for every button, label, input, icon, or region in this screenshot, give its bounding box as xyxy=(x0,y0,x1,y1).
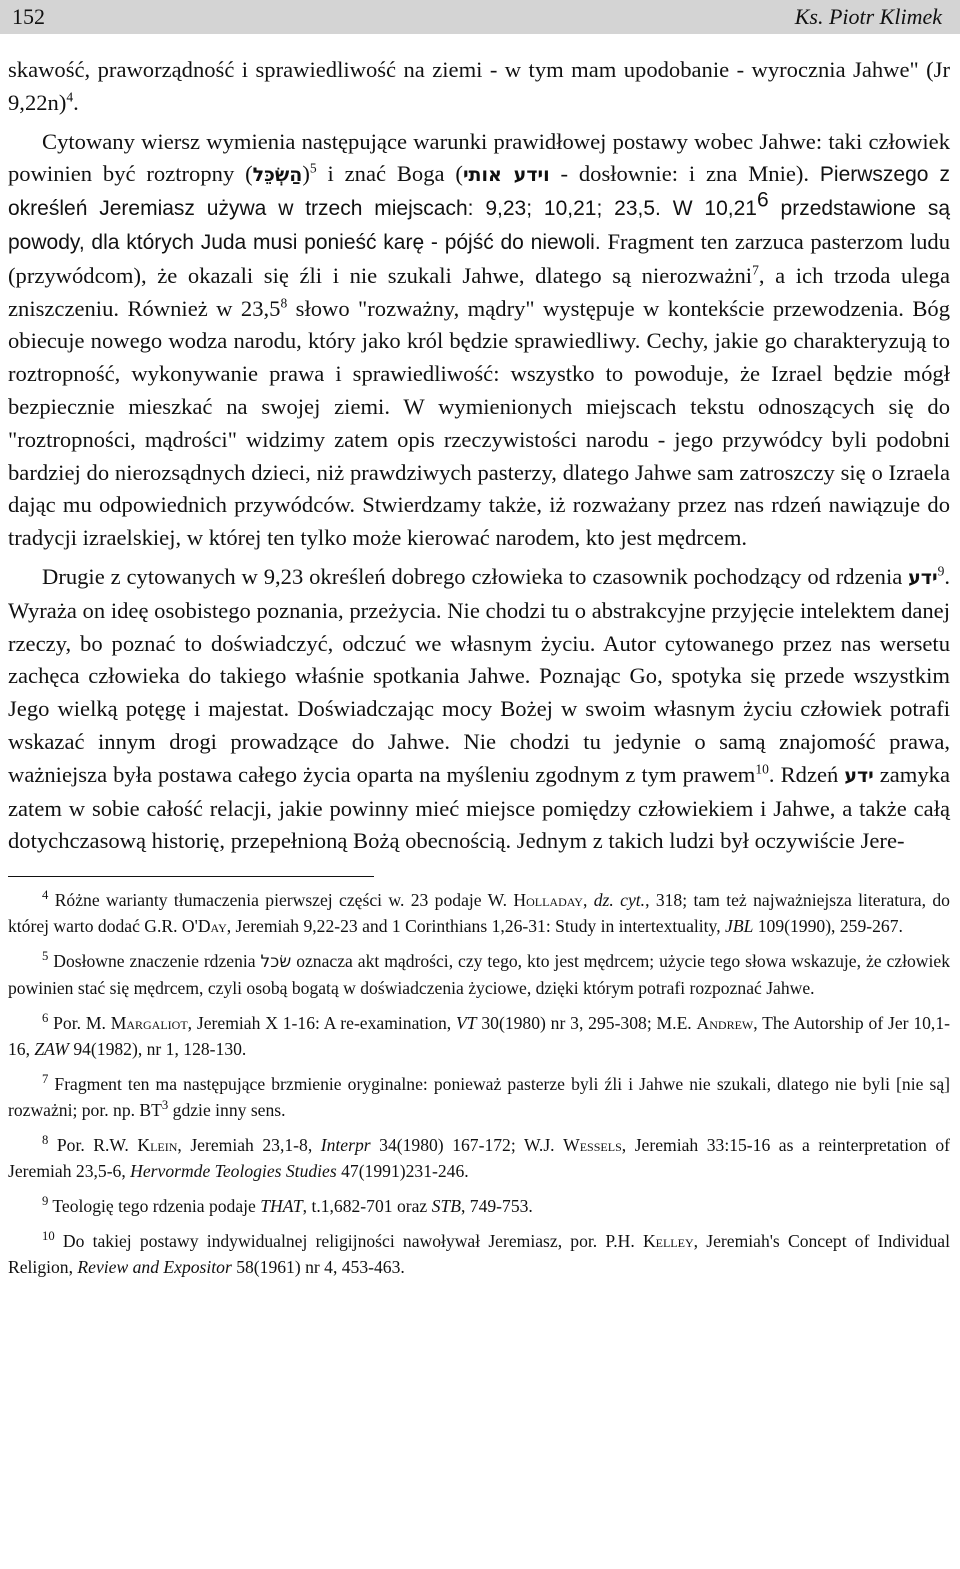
text: , a ich trzoda ulega zniszczeniu. Również w 23,5 xyxy=(8,262,950,321)
author-name: Kelley xyxy=(642,1231,694,1252)
text: słowo "rozważny, mądry" występuje w kontekście przewodzenia. Bóg obiecuje nowego wodza narodu, który jako król będzie sprawiedliwy. Cechy, jakie go charakteryzują to roztropność, wykonywanie prawa i sprawiedliwość: wszystko to powoduje, że Izrael będzie mógł bezpiecznie mieszkać na swojej ziemi. W wymienionych miejscach tekstu odnoszących się do "roztropności, mądrości" widzimy zatem opis rzeczywistości narodu - jego przywódcy byli podobni bardziej do nierozsądnych dzieci, niż prawdziwych pasterzy, dlatego Jahwe sam zatroszczy się o Izraela dając mu odpowiednich przywódców. Stwierdzamy także, iż rozważany przez nas rdzeń nawiązuje do tradycji izraelskiej, w której ten tylko może kierować narodem, kto jest mędrcem. xyxy=(8,295,950,551)
footnote-number: 9 xyxy=(42,1194,49,1209)
footnotes xyxy=(0,877,960,1280)
paragraph-1 xyxy=(8,54,950,120)
journal-title: VT xyxy=(456,1013,477,1034)
superscript: 3 xyxy=(161,1098,169,1113)
footnote-9 xyxy=(8,1193,950,1219)
author-name: Day xyxy=(197,916,227,937)
text: gdzie inny sens. xyxy=(168,1100,286,1121)
footnote-number: 8 xyxy=(42,1133,49,1148)
footnote-number: 10 xyxy=(42,1229,55,1244)
footnote-8 xyxy=(8,1132,950,1184)
main-text xyxy=(0,34,960,858)
hebrew-word: ידע xyxy=(844,764,874,787)
author-name: Wessels xyxy=(563,1135,622,1156)
text: , t.1,682-701 oraz xyxy=(302,1196,432,1217)
hebrew-word: שׂכל xyxy=(260,952,292,973)
author-name: Margaliot xyxy=(110,1013,188,1034)
italic-text: THAT xyxy=(260,1196,303,1217)
text: skawość, praworządność i sprawiedliwość na ziemi - w tym mam upodobanie - wyrocznia Jahwe" (Jr 9,22n) xyxy=(8,57,950,115)
italic-text: dz. cyt. xyxy=(593,890,646,911)
text: przedstawione są powody, dla których Juda musi ponieść karę - pójść do niewoli. xyxy=(8,197,950,254)
hebrew-word: הַשְׂכֵּל xyxy=(252,164,303,187)
journal-title: JBL xyxy=(725,916,754,937)
text: Por. R.W. xyxy=(48,1135,138,1156)
footnote-ref-8: 8 xyxy=(280,295,288,311)
text: ) xyxy=(302,161,310,187)
text: , 318; tam też najważniejsza literatura, do której warto dodać G.R. O' xyxy=(8,890,950,937)
footnote-5 xyxy=(8,948,950,1001)
text: Cytowany wiersz wymienia następujące warunki prawidłowej postawy wobec Jahwe: taki człowiek powinien być roztropny ( xyxy=(8,128,950,187)
author-name: Andrew xyxy=(696,1013,754,1034)
text: , The Autorship of Jer 10,1-16, xyxy=(8,1013,950,1060)
author-name: Holladay xyxy=(513,890,583,911)
journal-title: Hervormde Teologies Studies xyxy=(130,1161,337,1182)
footnote-4 xyxy=(8,887,950,939)
text: , Jeremiah 23,1-8, xyxy=(177,1135,321,1156)
paragraph-3 xyxy=(8,561,950,858)
text: 30(1980) nr 3, 295-308; M.E. xyxy=(476,1013,697,1034)
text: . Wyraża on ideę osobistego poznania, przeżycia. Nie chodzi tu o abstrakcyjne przyjęcie intelektem danej rzeczy, bo poznać to doświadczyć, odczuć we własnym życiu. Autor cytowanego przez nas wersetu zachęca człowieka do takiego właśnie spotkania Jahwe. Poznając Go, spotyka się przede wszystkim Jego wielką potęgę i majestat. Doświadczając mocy Bożej w swoim własnym życiu człowiek potrafi wskazać innym drogi prowadzące do Jahwe. Nie chodzi tu jedynie o samą znajomość prawa, ważniejsza była postawa całego życia oparta na myśleniu zgodnym z tym prawem xyxy=(8,563,950,787)
text: 58(1961) nr 4, 453-463. xyxy=(231,1257,405,1278)
text: . Rdzeń xyxy=(768,761,845,787)
journal-title: Review and Expositor xyxy=(77,1257,232,1278)
hebrew-word: ידע xyxy=(908,566,938,589)
text: 34(1980) 167-172; W.J. xyxy=(370,1135,564,1156)
page-number: 152 xyxy=(12,4,45,29)
text: i znać Boga ( xyxy=(316,161,463,187)
text: zamyka zatem w sobie całość relacji, jakie powinny mieć miejsce pomiędzy człowiekiem i Jahwe, a także całą dotychczasową historię, przepełnioną Bożą obecnością. Jednym z takich ludzi był oczywiście Jere- xyxy=(8,761,950,854)
text: , xyxy=(582,890,594,911)
text: , Jeremiah 33:15-16 as a reinterpretation of Jeremiah 23,5-6, xyxy=(8,1135,950,1182)
text: Por. M. xyxy=(48,1013,111,1034)
footnote-ref-7: 7 xyxy=(752,262,759,278)
text: Do takiej postawy indywidualnej religijności nawoływał Jeremiasz, por. P.H. xyxy=(54,1231,643,1252)
footnote-ref-5: 5 xyxy=(309,160,317,176)
text: , Jeremiah X 1-16: A re-examination, xyxy=(187,1013,456,1034)
footnote-10 xyxy=(8,1228,950,1280)
footnote-number: 6 xyxy=(42,1011,49,1026)
text: . xyxy=(73,89,79,115)
paragraph-2 xyxy=(8,126,950,555)
text: Teologię tego rdzenia podaje xyxy=(48,1196,261,1217)
text: , Jeremiah's Concept of Individual Religion, xyxy=(8,1231,950,1278)
footnote-ref-9: 9 xyxy=(937,563,945,579)
italic-text: STB xyxy=(431,1196,461,1217)
text: oznacza akt mądrości, czy tego, kto jest mędrcem; użycie tego słowa wskazuje, że człowiek powinien stać się mędrcem, czyli osobą bogatą w doświadczenia życiowe, dzięki którym potrafi rozpoznać Jahwe. xyxy=(8,951,951,999)
journal-title: Interpr xyxy=(320,1135,371,1156)
footnote-ref-10: 10 xyxy=(755,761,769,777)
footnote-number: 4 xyxy=(42,888,49,903)
text: Fragment ten zarzuca pasterzom ludu (przywódcom), że okazali się źli i nie szukali Jahwe, dlatego są nierozważni xyxy=(8,228,950,288)
text: , 749-753. xyxy=(460,1196,533,1217)
footnote-ref-4: 4 xyxy=(66,89,74,105)
text: Dosłowne znaczenie rdzenia xyxy=(48,951,261,972)
running-author: Ks. Piotr Klimek xyxy=(794,4,942,29)
journal-title: ZAW xyxy=(34,1039,69,1060)
text: 94(1982), nr 1, 128-130. xyxy=(68,1039,247,1060)
text: Fragment ten ma następujące brzmienie oryginalne: ponieważ pasterze byli źli i Jahwe nie szukali, dlatego nie byli [nie są] rozważni; por. np. BT xyxy=(8,1074,950,1121)
text: Drugie z cytowanych w 9,23 określeń dobrego człowieka to czasownik pochodzący od rdzenia xyxy=(42,563,909,589)
text: 109(1990), 259-267. xyxy=(753,916,903,937)
text: 47(1991)231-246. xyxy=(336,1161,469,1182)
text: - dosłownie: i zna Mnie). xyxy=(549,161,820,187)
footnote-number: 5 xyxy=(42,949,49,964)
text: , Jeremiah 9,22-23 and 1 Corinthians 1,26-31: Study in intertextuality, xyxy=(226,916,726,937)
text: Pierwszego z określeń Jeremiasz używa w trzech miejscach: 9,23; 10,21; 23,5. W 10,21 xyxy=(8,163,950,221)
footnote-6 xyxy=(8,1010,950,1062)
text: Różne warianty tłumaczenia pierwszej części w. 23 podaje W. xyxy=(48,890,514,911)
footnote-7 xyxy=(8,1071,950,1123)
hebrew-word: וידע אותי xyxy=(462,164,550,187)
footnote-number: 7 xyxy=(42,1072,49,1087)
footnote-ref-6: 6 xyxy=(756,188,769,212)
author-name: Klein xyxy=(137,1135,178,1156)
running-header xyxy=(0,0,960,34)
